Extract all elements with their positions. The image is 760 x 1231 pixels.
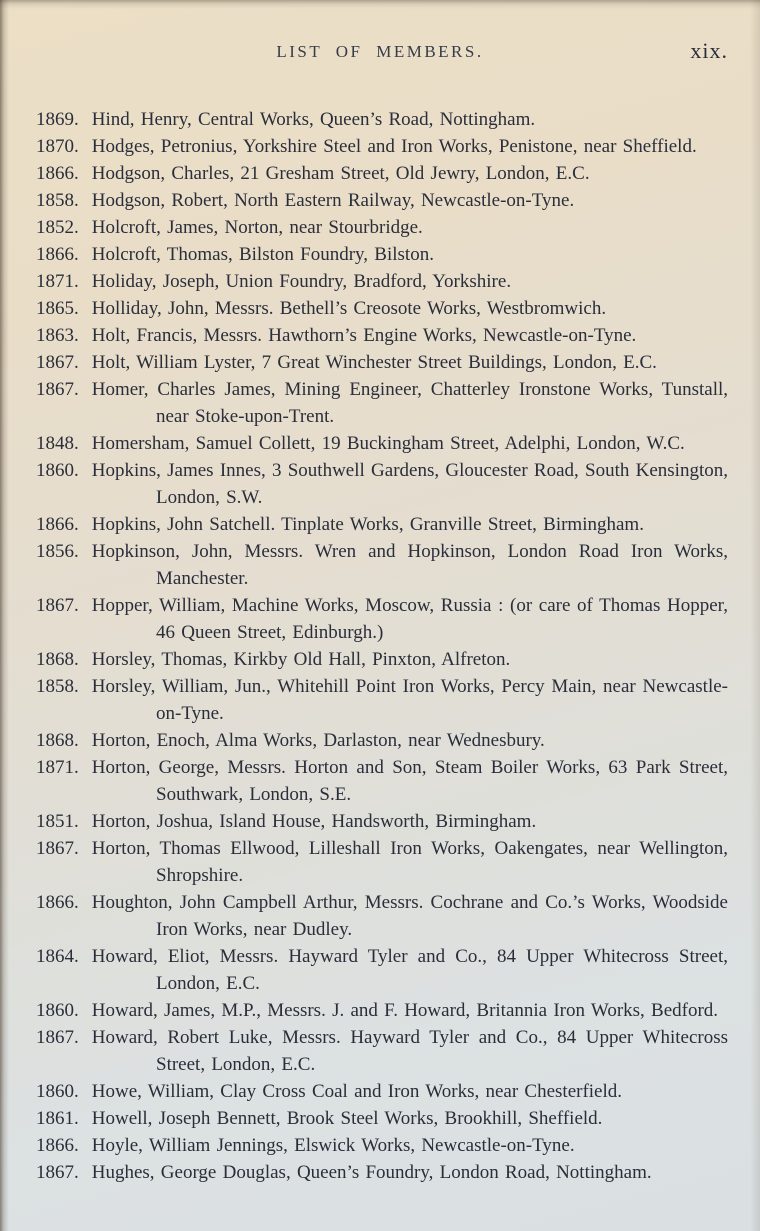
member-text: Houghton, John Campbell Arthur, Messrs. Cochrane and Co.’s Works, Woodside Iron Works, near Dudley. <box>91 892 728 940</box>
member-year: 1867. <box>36 1162 79 1183</box>
member-entry <box>36 133 728 160</box>
page-title: LIST OF MEMBERS. <box>276 42 484 61</box>
member-entry <box>36 511 728 538</box>
page-number: xix. <box>690 38 728 63</box>
member-entry <box>36 457 728 511</box>
member-entry <box>36 1132 728 1159</box>
member-entry <box>36 106 728 133</box>
member-text: Hodgson, Robert, North Eastern Railway, Newcastle-on-Tyne. <box>91 190 575 211</box>
member-entry <box>36 1078 728 1105</box>
member-entry <box>36 646 728 673</box>
member-entry <box>36 592 728 646</box>
member-entry <box>36 241 728 268</box>
member-year: 1867. <box>36 352 79 373</box>
member-year: 1865. <box>36 298 79 319</box>
member-year: 1866. <box>36 514 79 535</box>
member-text: Hoyle, William Jennings, Elswick Works, Newcastle-on-Tyne. <box>91 1135 575 1156</box>
member-year: 1860. <box>36 1000 79 1021</box>
member-year: 1858. <box>36 676 79 697</box>
member-text: Howard, Eliot, Messrs. Hayward Tyler and Co., 84 Upper Whitecross Street, London, E.C. <box>91 946 728 994</box>
member-year: 1868. <box>36 649 79 670</box>
member-text: Holt, Francis, Messrs. Hawthorn’s Engine Works, Newcastle-on-Tyne. <box>91 325 637 346</box>
member-text: Howard, Robert Luke, Messrs. Hayward Tyler and Co., 84 Upper Whitecross Street, London, E.C. <box>91 1027 728 1075</box>
member-text: Homersham, Samuel Collett, 19 Buckingham Street, Adelphi, London, W.C. <box>91 433 685 454</box>
member-entry <box>36 754 728 808</box>
member-year: 1852. <box>36 217 79 238</box>
member-entry <box>36 673 728 727</box>
member-year: 1867. <box>36 379 79 400</box>
member-year: 1867. <box>36 1027 79 1048</box>
member-year: 1871. <box>36 271 79 292</box>
member-text: Howard, James, M.P., Messrs. J. and F. Howard, Britannia Iron Works, Bedford. <box>91 1000 719 1021</box>
member-year: 1867. <box>36 838 79 859</box>
member-year: 1858. <box>36 190 79 211</box>
member-text: Homer, Charles James, Mining Engineer, Chatterley Ironstone Works, Tunstall, near Stoke-upon-Trent. <box>91 379 728 427</box>
member-text: Howell, Joseph Bennett, Brook Steel Works, Brookhill, Sheffield. <box>91 1108 603 1129</box>
member-entry <box>36 268 728 295</box>
member-text: Howe, William, Clay Cross Coal and Iron Works, near Chesterfield. <box>91 1081 623 1102</box>
member-year: 1866. <box>36 1135 79 1156</box>
member-year: 1866. <box>36 163 79 184</box>
member-year: 1861. <box>36 1108 79 1129</box>
member-text: Hopkins, James Innes, 3 Southwell Gardens, Gloucester Road, South Kensington, London, S.W. <box>91 460 728 508</box>
member-entry <box>36 430 728 457</box>
member-entry <box>36 322 728 349</box>
member-entry <box>36 1024 728 1078</box>
member-text: Hopkinson, John, Messrs. Wren and Hopkinson, London Road Iron Works, Manchester. <box>91 541 728 589</box>
member-text: Holiday, Joseph, Union Foundry, Bradford, Yorkshire. <box>91 271 512 292</box>
member-year: 1868. <box>36 730 79 751</box>
member-year: 1863. <box>36 325 79 346</box>
member-year: 1869. <box>36 109 79 130</box>
member-text: Hopper, William, Machine Works, Moscow, Russia : (or care of Thomas Hopper, 46 Queen Street, Edinburgh.) <box>91 595 728 643</box>
member-year: 1867. <box>36 595 79 616</box>
member-entry <box>36 349 728 376</box>
member-year: 1870. <box>36 136 79 157</box>
member-entry <box>36 376 728 430</box>
member-entry <box>36 160 728 187</box>
member-text: Holliday, John, Messrs. Bethell’s Creosote Works, Westbromwich. <box>91 298 607 319</box>
member-text: Horton, Thomas Ellwood, Lilleshall Iron Works, Oakengates, near Wellington, Shropshire. <box>91 838 728 886</box>
member-list <box>36 106 728 1186</box>
member-year: 1848. <box>36 433 79 454</box>
member-entry <box>36 538 728 592</box>
member-year: 1856. <box>36 541 79 562</box>
member-entry <box>36 214 728 241</box>
page-header <box>0 38 760 72</box>
member-entry <box>36 295 728 322</box>
member-entry <box>36 835 728 889</box>
member-year: 1871. <box>36 757 79 778</box>
member-year: 1866. <box>36 892 79 913</box>
member-text: Hughes, George Douglas, Queen’s Foundry, London Road, Nottingham. <box>91 1162 652 1183</box>
member-text: Hodgson, Charles, 21 Gresham Street, Old Jewry, London, E.C. <box>91 163 590 184</box>
member-text: Hopkins, John Satchell. Tinplate Works, Granville Street, Birmingham. <box>91 514 644 535</box>
member-year: 1866. <box>36 244 79 265</box>
member-entry <box>36 943 728 997</box>
member-year: 1864. <box>36 946 79 967</box>
member-entry <box>36 727 728 754</box>
member-text: Horton, Joshua, Island House, Handsworth, Birmingham. <box>91 811 537 832</box>
member-text: Holcroft, Thomas, Bilston Foundry, Bilston. <box>91 244 434 265</box>
member-text: Holcroft, James, Norton, near Stourbridge. <box>91 217 423 238</box>
member-year: 1851. <box>36 811 79 832</box>
member-entry <box>36 1159 728 1186</box>
member-year: 1860. <box>36 460 79 481</box>
member-entry <box>36 997 728 1024</box>
member-year: 1860. <box>36 1081 79 1102</box>
member-entry <box>36 1105 728 1132</box>
member-entry <box>36 889 728 943</box>
member-text: Holt, William Lyster, 7 Great Winchester Street Buildings, London, E.C. <box>91 352 657 373</box>
member-entry <box>36 187 728 214</box>
member-text: Horsley, William, Jun., Whitehill Point Iron Works, Percy Main, near Newcastle-on-Tyne. <box>91 676 728 724</box>
member-text: Horton, George, Messrs. Horton and Son, Steam Boiler Works, 63 Park Street, Southwark, London, S.E. <box>91 757 728 805</box>
member-text: Horsley, Thomas, Kirkby Old Hall, Pinxton, Alfreton. <box>91 649 511 670</box>
member-entry <box>36 808 728 835</box>
member-text: Hodges, Petronius, Yorkshire Steel and Iron Works, Penistone, near Sheffield. <box>91 136 697 157</box>
member-text: Hind, Henry, Central Works, Queen’s Road, Nottingham. <box>91 109 536 130</box>
member-text: Horton, Enoch, Alma Works, Darlaston, near Wednesbury. <box>91 730 545 751</box>
